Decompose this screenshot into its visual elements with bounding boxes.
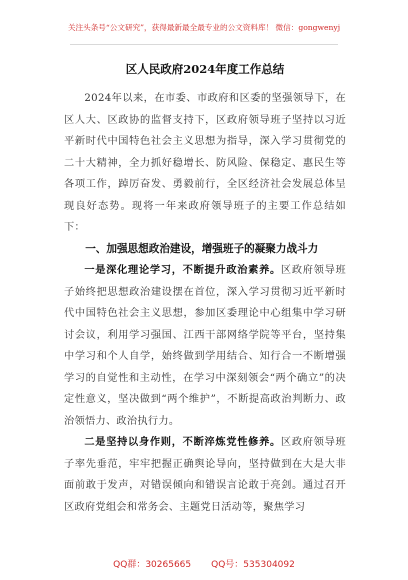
body-paragraph <box>64 260 346 432</box>
qq-group: QQ群：30265665 <box>113 560 192 570</box>
header-banner: 关注头条号“公文研究”，获得最新最全最专业的公文资料库！ 微信：gongwenyj <box>67 23 341 32</box>
section-heading: 一、加强思想政治建设，增强班子的凝聚力战斗力 <box>85 242 319 255</box>
document-title: 区人民政府2024年度工作总结 <box>125 62 285 76</box>
header-divider <box>70 44 338 45</box>
paragraph-text: 区政府领导班子率先垂范，牢牢把握正确舆论导向，坚持做到在大是大非面前敢于发声，对错误倾向和错误言论敢于亮剑。通过召开区政府党组会和常务会、主题党日活动等，聚焦学习 <box>64 437 346 513</box>
document-body <box>64 60 346 518</box>
paragraph-text: 区政府领导班子始终把思想政治建设摆在首位，深入学习贯彻习近平新时代中国特色社会主义思想，参加区委理论中心组集中学习研讨会议，利用学习强国、江西干部网络学院等平台，坚持集中学习和个人自学，始终做到学用结合、知行合一不断增强学习的自觉性和主动性，在学习中深刻领会“两个确立”的决定性意义，坚决做到“两个维护”，不断提高政治判断力、政治领悟力、政治执行力。 <box>64 265 346 427</box>
qq-number: QQ号：535304092 <box>211 560 295 570</box>
footer-contact <box>0 557 408 570</box>
paragraph-lead: 二是坚持以身作则，不断淬炼党性修养。 <box>84 436 281 448</box>
intro-paragraph: 2024年以来，在市委、市政府和区委的坚强领导下，在区人大、区政协的监督支持下，区政府领导班子坚持以习近平新时代中国特色社会主义思想为指导，深入学习贯彻党的二十大精神，全力抓好稳增长、防风险、保稳定、惠民生等各项工作，踔厉奋发、勇毅前行，全区经济社会发展总体呈现良好态势。现将一年来政府领导班子的主要工作总结如下： <box>64 93 346 233</box>
paragraph-lead: 一是深化理论学习，不断提升政治素养。 <box>84 264 281 276</box>
body-paragraph <box>64 432 346 518</box>
